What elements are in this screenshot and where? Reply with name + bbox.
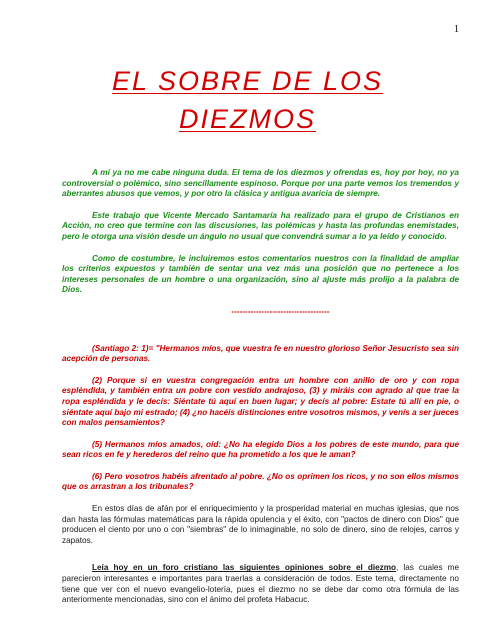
title-line-1: EL SOBRE DE LOS [111,66,384,96]
scripture-verse-1: (Santiago 2: 1)= "Hermanos míos, que vuestra fe en nuestro glorioso Señor Jesucristo sea sin acepción de personas. [62,343,459,364]
document-title [60,62,435,138]
intro-paragraph-2: Este trabajo que Vicente Mercado Santamaría ha realizado para el grupo de Cristianos en Acción, no creo que termine con las discusiones, las polémicas y hasta las profundas enemistades, pero le otorga una visión desde un ángulo no usual que convendrá sumar a lo ya leído y conocido. [62,210,459,241]
body-paragraph-2 [62,563,459,605]
page-number: 1 [454,24,459,35]
intro-paragraph-3: Como de costumbre, le incluiremos estos comentarios nuestros con la finalidad de ampliar los criterios expuestos y también de sentar una vez más una posición que no pertenece a los intereses personales de un hombre o una organización, sino al ajuste más prolijo a la palabra de Dios. [62,253,459,295]
intro-paragraph-1: A mí ya no me cabe ninguna duda. El tema de los diezmos y ofrendas es, hoy por hoy, no ya controversial o polémico, sino sencillamente espinoso. Porque por una parte vemos los tremendos y aberrantes abusos que vemos, y por otro la clásica y antigua avaricia de siempre. [62,168,459,199]
scripture-verse-2-4: (2) Porque si en vuestra congregación entra un hombre con anillo de oro y con ropa espléndida, y también entra un pobre con vestido andrajoso, (3) y miráis con agrado al que trae la ropa espléndida y le decís: Siéntate tú aquí en buen lugar; y decís al pobre: Estate tú allí en pie, o siéntate aquí bajo mi estrado; (4) ¿no hacéis distinciones entre vosotros mismos, y venís a ser jueces con malos pensamientos? [62,375,459,428]
body-paragraph-2-rest: , las cuales me parecieron interesantes e importantes para traerlas a consideración de todos. Este tema, directamente no tiene que ver con el nuevo evangelio-lotería, pues el diezmo no se debe dar como otra fórmula de las anteriormente mencionadas, sino con el ánimo del profeta Habacuc. [62,563,459,605]
scripture-verse-5: (5) Hermanos míos amados, oíd: ¿No ha elegido Dios a los pobres de este mundo, para que sean ricos en fe y herederos del reino que ha prometido a los que le aman? [62,439,459,460]
section-separator: ------------------------------------ [231,306,330,316]
document-body [62,168,459,617]
title-line-2: DIEZMOS [178,104,316,134]
scripture-verse-6: (6) Pero vosotros habéis afrentado al pobre. ¿No os oprimen los ricos, y no son ellos mismos que os arrastran a los tribunales? [62,471,459,492]
body-paragraph-2-emphasis: Leía hoy en un foro cristiano las siguientes opiniones sobre el diezmo [92,563,397,573]
body-paragraph-1: En estos días de afán por el enriquecimiento y la prosperidad material en muchas iglesias, que nos dan hasta las fórmulas matemáticas para la rápida opulencia y el éxito, con "pactos de dinero con Dios" que producen el ciento por uno o con "siembras" de lo inimaginable, no solo de dinero, sino de relojes, carros y zapatos. [62,504,459,545]
